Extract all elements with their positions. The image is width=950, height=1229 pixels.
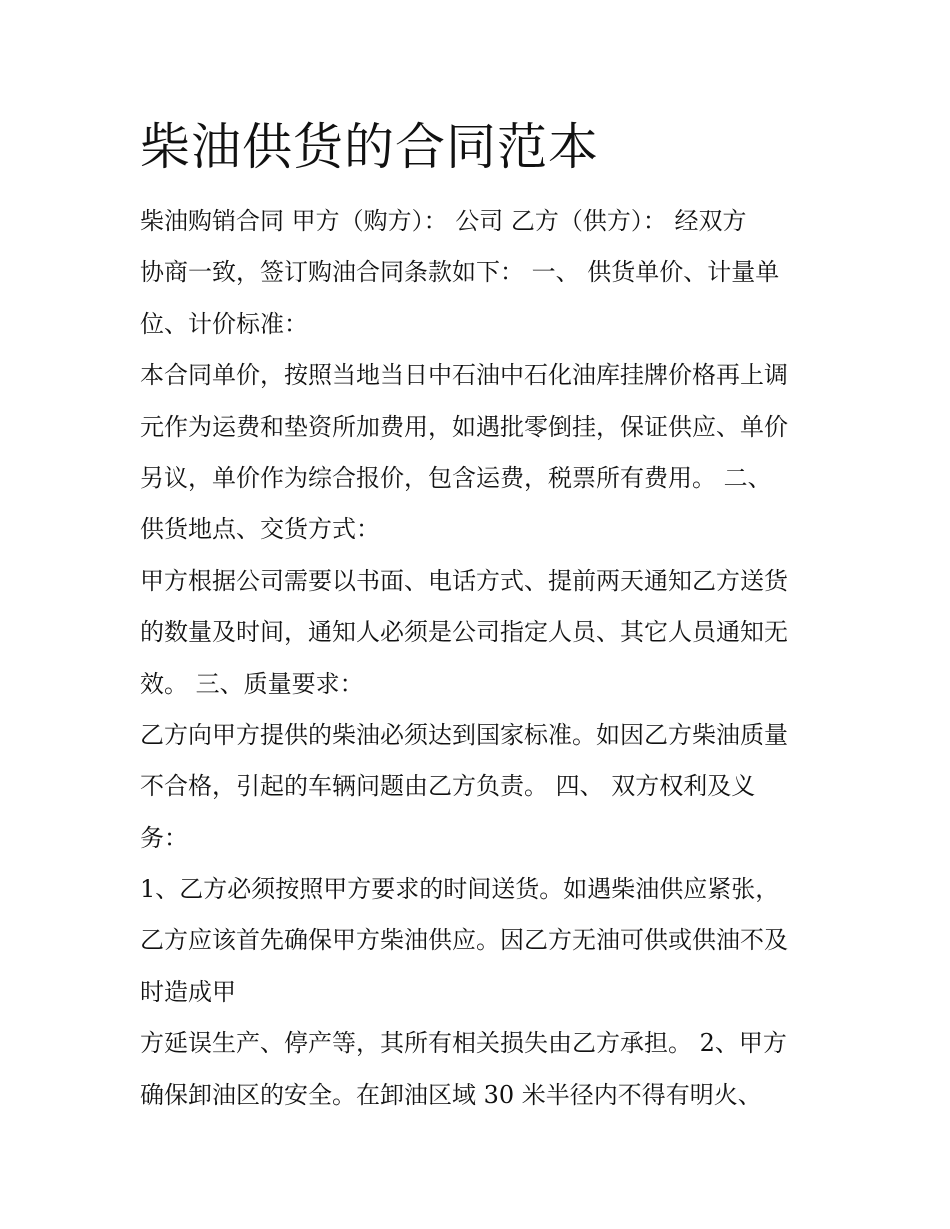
body-line: 协商一致，签订购油合同条款如下： 一、 供货单价、计量单 — [140, 258, 780, 287]
body-line: 本合同单价，按照当地当日中石油中石化油库挂牌价格再上调 — [140, 361, 788, 390]
body-line: 1、乙方必须按照甲方要求的时间送货。如遇柴油供应紧张， — [140, 875, 780, 904]
body-line: 供货地点、交货方式： — [140, 515, 380, 544]
body-line: 务： — [140, 823, 188, 852]
body-line: 元作为运费和垫资所加费用，如遇批零倒挂，保证供应、单价 — [140, 412, 788, 441]
body-line: 的数量及时间，通知人必须是公司指定人员、其它人员通知无 — [140, 618, 788, 647]
body-line: 另议，单价作为综合报价，包含运费，税票所有费用。 二、 — [140, 463, 772, 492]
body-line: 时造成甲 — [140, 977, 236, 1006]
body-line: 柴油购销合同 甲方（购方）： 公司 乙方（供方）： 经双方 — [140, 207, 747, 235]
body-line: 效。 三、质量要求： — [140, 669, 364, 698]
body-line: 确保卸油区的安全。在卸油区域 30 米半径内不得有明火、 — [140, 1080, 762, 1109]
body-line: 甲方根据公司需要以书面、电话方式、提前两天通知乙方送货 — [140, 566, 788, 595]
body-line: 不合格，引起的车辆问题由乙方负责。 四、 双方权利及义 — [140, 772, 756, 801]
body-line: 方延误生产、停产等，其所有相关损失由乙方承担。 2、甲方 — [140, 1029, 787, 1058]
document-body — [140, 196, 820, 1121]
body-line: 乙方应该首先确保甲方柴油供应。因乙方无油可供或供油不及 — [140, 926, 788, 955]
body-line: 位、计价标准： — [140, 309, 308, 338]
body-line: 乙方向甲方提供的柴油必须达到国家标准。如因乙方柴油质量 — [140, 720, 788, 749]
document-title: 柴油供货的合同范本 — [140, 118, 599, 176]
